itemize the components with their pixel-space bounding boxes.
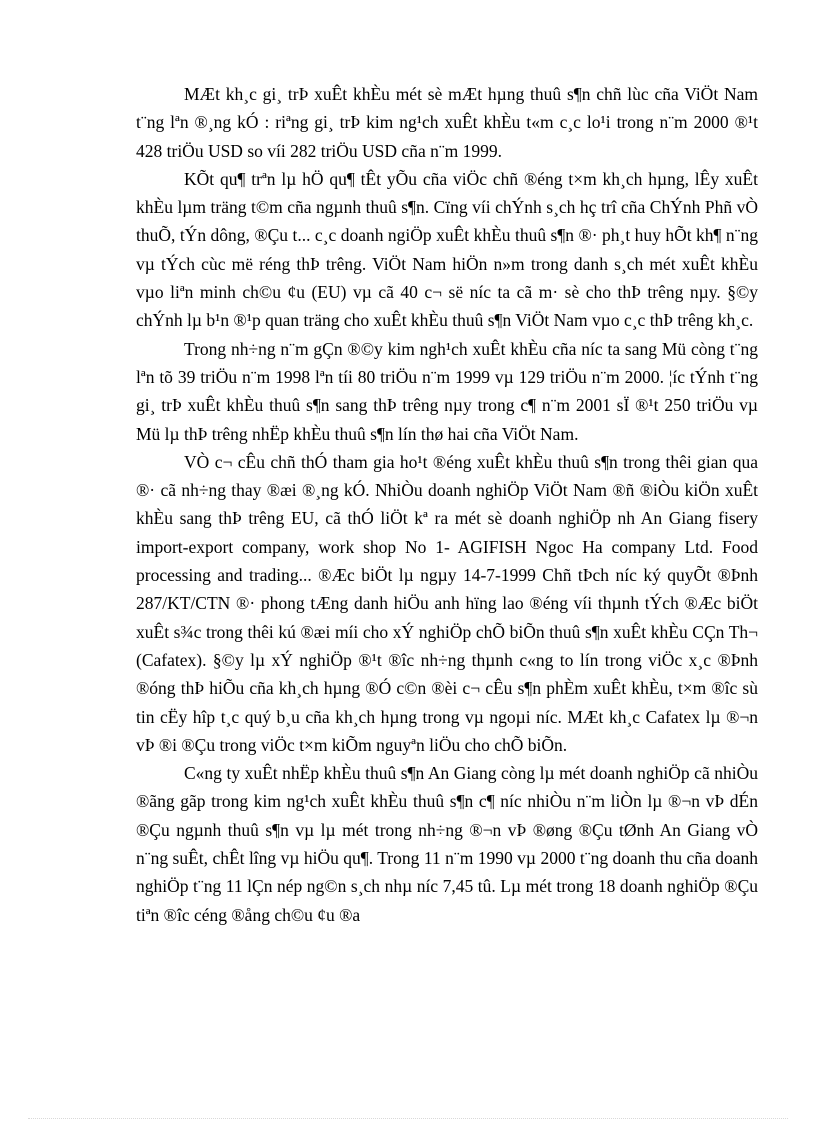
paragraph: Trong nh÷ng n¨m gÇn ®©y kim ngh¹ch xuÊt khÈu cña níc ta sang Mü còng t¨ng lªn tõ 39 triÖu n¨m 1998 lªn tíi 80 triÖu n¨m 1999 vµ 129 triÖu n¨m 2000. ¦íc tÝnh t¨ng gi¸ trÞ xuÊt khÈu thuû s¶n sang thÞ trêng nµy trong c¶ n¨m 2001 sÏ ®¹t 250 triÖu vµ Mü lµ thÞ trêng nhËp khÈu thuû s¶n lín thø hai cña ViÖt Nam. xyxy=(136,338,758,444)
document-body xyxy=(136,80,758,929)
paragraph: C«ng ty xuÊt nhËp khÈu thuû s¶n An Giang còng lµ mét doanh nghiÖp cã nhiÒu ®ãng gãp trong kim ng¹ch xuÊt khÈu thuû s¶n c¶ níc nhiÒu n¨m liÒn lµ ®¬n vÞ dÉn ®Çu ngµnh thuû s¶n vµ lµ mét trong nh÷ng ®¬n vÞ ®øng ®Çu tØnh An Giang vÒ n¨ng suÊt, chÊt lîng vµ hiÖu qu¶. Trong 11 n¨m 1990 vµ 2000 t¨ng doanh thu cña doanh nghiÖp t¨ng 11 lÇn nép ng©n s¸ch nhµ níc 7,45 tû. Lµ mét trong 18 doanh nghiÖp ®Çu tiªn ®îc céng ®ång ch©u ¢u ®a xyxy=(136,763,758,925)
paragraph: MÆt kh¸c gi¸ trÞ xuÊt khÈu mét sè mÆt hµng thuû s¶n chñ lùc cña ViÖt Nam t¨ng lªn ®¸ng kÓ : riªng gi¸ trÞ kim ng¹ch xuÊt khÈu t«m c¸c lo¹i trong n¨m 2000 ®¹t 428 triÖu USD so víi 282 triÖu USD cña n¨m 1999. xyxy=(136,84,758,161)
page-bottom-divider xyxy=(28,1118,788,1119)
paragraph: KÕt qu¶ trªn lµ hÖ qu¶ tÊt yÕu cña viÖc chñ ®éng t×m kh¸ch hµng, lÊy xuÊt khÈu lµm träng t©m cña ngµnh thuû s¶n. Cïng víi chÝnh s¸ch hç trî cña ChÝnh Phñ vÒ thuÕ, tÝn dông, ®Çu t... c¸c doanh ngiÖp xuÊt khÈu thuû s¶n ®· ph¸t huy hÕt kh¶ n¨ng vµ tÝch cùc më réng thÞ trêng. ViÖt Nam hiÖn n»m trong danh s¸ch mét xuÊt khÈu vµo liªn minh ch©u ¢u (EU) vµ cã 40 c¬ së níc ta cã m· sè cho thÞ trêng nµy. §©y chÝnh lµ b¹n ®¹p quan träng cho xuÊt khÈu thuû s¶n ViÖt Nam vµo c¸c thÞ trêng kh¸c. xyxy=(136,168,758,331)
paragraph: VÒ c¬ cÊu chñ thÓ tham gia ho¹t ®éng xuÊt khÈu thuû s¶n trong thêi gian qua ®· cã nh÷ng thay ®æi ®¸ng kÓ. NhiÒu doanh nghiÖp ViÖt Nam ®ñ ®iÒu kiÖn xuÊt khÈu sang thÞ trêng EU, cã thÓ liÖt kª ra mét sè doanh nghiÖp nh An Giang fisery import-export company, work shop No 1- AGIFISH Ngoc Ha company Ltd. Food processing and trading... ®Æc biÖt lµ ngµy 14-7-1999 Chñ tÞch níc ký quyÕt ®Þnh 287/KT/CTN ®· phong tÆng danh hiÖu anh hïng lao ®éng víi thµnh tÝch ®Æc biÖt xuÊt s¾c trong thêi kú ®æi míi cho xÝ nghiÖp chÕ biÕn thuû s¶n xuÊt khÈu CÇn Th¬ (Cafatex). §©y lµ xÝ nghiÖp ®¹t ®îc nh÷ng thµnh c«ng to lín trong viÖc x¸c ®Þnh ®óng thÞ hiÕu cña kh¸ch hµng ®Ó c©n ®èi c¬ cÊu s¶n phÈm xuÊt khÈu, t×m ®îc sù tin cËy hîp t¸c quý b¸u cña kh¸ch hµng trong vµ ngoµi níc. MÆt kh¸c Cafatex lµ ®¬n vÞ ®i ®Çu trong viÖc t×m kiÕm nguyªn liÖu cho chÕ biÕn. xyxy=(136,451,758,755)
